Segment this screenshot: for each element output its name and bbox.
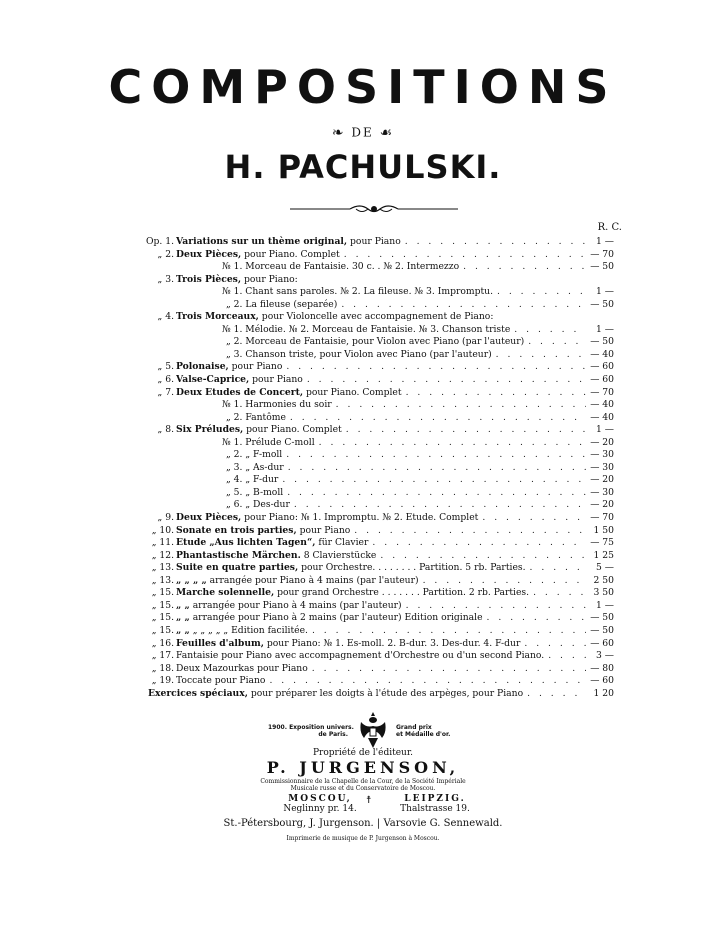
entry-description: arrangée pour Piano à 2 mains (par l'auteur) Edition originale: [189, 612, 483, 624]
catalog-entry: [0, 638, 726, 651]
dot-leader: [548, 650, 586, 663]
price: 2 50: [593, 574, 614, 586]
entry-title: [226, 499, 586, 512]
composer-name: H. PACHULSKI.: [224, 148, 502, 186]
entry-title: [176, 562, 586, 575]
branches-line: St.-Pétersbourg, J. Jurgenson. | Varsovie G. Sennewald.: [223, 818, 503, 829]
entry-bold-title: Exercices spéciaux,: [148, 687, 248, 699]
entry-description: pour Orchestre. . . . . . . . Partition. 5 rb. Parties.: [298, 562, 526, 574]
price: 1 —: [596, 599, 614, 611]
price: — 70: [590, 512, 614, 524]
opus-number: „ 12.: [151, 549, 174, 561]
entry-title: [176, 537, 586, 550]
opus-number: „ 15.: [151, 624, 174, 636]
entry-title: [176, 625, 586, 638]
entry-bold-title: Variations sur un thème original,: [176, 236, 348, 247]
leipzig-address: LEIPZIG. Thalstrasse 19.: [400, 794, 470, 814]
entry-title: [148, 688, 586, 701]
dot-leader: [380, 550, 586, 563]
catalog-entry: [0, 336, 726, 349]
entry-title: [176, 512, 586, 525]
catalog-entry: [0, 550, 726, 563]
dot-leader: [344, 249, 586, 262]
entry-bold-title: Polonaise,: [176, 361, 229, 373]
entry-bold-title: Deux Etudes de Concert,: [176, 386, 304, 398]
price: — 60: [590, 675, 614, 687]
entry-description: „ 3. Chanson triste, pour Violon avec Piano (par l'auteur): [226, 348, 492, 360]
catalog-entry: [0, 249, 726, 262]
catalog-entry: [0, 587, 726, 600]
entry-description: pour Piano: [249, 374, 303, 386]
catalog-entry: [0, 525, 726, 538]
opus-number: „ 8.: [157, 424, 174, 436]
entry-description: pour Piano: [296, 524, 351, 536]
catalog-entry: [0, 274, 726, 287]
entry-bold-title: „ „: [176, 599, 190, 611]
entry-description: № 1. Morceau de Fantaisie. 30 c. . № 2. Intermezzo: [222, 261, 460, 273]
entry-description: pour Piano: № 1. Impromptu. № 2. Etude. Complet: [241, 512, 479, 524]
dot-leader: [287, 487, 586, 500]
price: 1 25: [593, 549, 614, 561]
moscow-address: MOSCOU, Neglinny pr. 14.: [283, 794, 357, 814]
price: — 50: [590, 624, 614, 636]
entry-bold-title: Etude „Aus lichten Tagen“,: [176, 537, 316, 549]
catalog-entry: [0, 437, 726, 450]
dot-leader: [354, 525, 586, 538]
dot-leader: [286, 449, 586, 462]
entry-bold-title: Feuilles d'album,: [176, 637, 264, 649]
catalog-entry: [0, 499, 726, 512]
entry-title: [176, 600, 586, 613]
price: — 75: [590, 537, 614, 549]
entry-title: [222, 399, 586, 412]
entry-title: [226, 449, 586, 462]
entry-title: [226, 336, 586, 349]
dot-leader: [482, 512, 586, 525]
entry-description: pour Piano:: [241, 273, 298, 285]
dot-leader: [288, 462, 586, 475]
entry-description: pour Piano: [347, 236, 401, 247]
page-title: COMPOSITIONS: [108, 60, 618, 114]
entry-description: Deux Mazourkas pour Piano: [176, 662, 308, 674]
entry-description: „ 2. La fileuse (separée): [226, 298, 338, 310]
entry-description: pour Piano: № 1. Es-moll. 2. B-dur. 3. Des-dur. 4. F-dur: [263, 637, 521, 649]
dot-leader: [346, 424, 586, 437]
dot-leader: [533, 587, 586, 600]
opus-number: „ 5.: [157, 361, 174, 373]
entry-description: pour grand Orchestre . . . . . . . Partition. 2 rb. Parties.: [274, 587, 530, 599]
de-word: DE: [351, 125, 374, 140]
dot-leader: [514, 324, 586, 337]
opus-number: „ 18.: [151, 662, 174, 674]
entry-bold-title: „ „: [176, 624, 190, 636]
catalog-entry: [0, 324, 726, 337]
commission-line-1: Commissionnaire de la Chapelle de la Cour, de la Société Impériale: [260, 778, 466, 785]
dot-leader: [286, 361, 586, 374]
entry-title: [176, 424, 586, 437]
entry-description: „ 3. „ As-dur: [226, 461, 284, 473]
opus-number: „ 3.: [157, 273, 174, 285]
catalog-entry: [0, 675, 726, 688]
entry-description: Fantaisie pour Piano avec accompagnement d'Orchestre ou d'un second Piano.: [176, 650, 545, 662]
dot-leader: [463, 261, 586, 274]
ownership-note: Propriété de l'éditeur.: [312, 748, 414, 758]
price: 1 —: [596, 323, 614, 335]
catalog-entry: [0, 663, 726, 676]
entry-description: pour Piano. Complet: [303, 386, 402, 398]
price: — 60: [590, 361, 614, 373]
dot-leader: [487, 612, 586, 625]
opus-number: „ 19.: [151, 675, 174, 687]
entry-bold-title: Deux Pièces,: [176, 512, 242, 524]
price: 1 —: [596, 424, 614, 436]
entry-title: [176, 650, 586, 663]
catalog-entry: [0, 512, 726, 525]
dot-leader: [497, 286, 586, 299]
entry-description: „ 5. „ B-moll: [226, 486, 284, 498]
entry-description: № 1. Harmonies du soir: [222, 399, 332, 411]
catalog-entry: [0, 449, 726, 462]
price: — 30: [590, 461, 614, 473]
price: 5 —: [596, 562, 614, 574]
catalog-entry: [0, 600, 726, 613]
entry-title: [176, 675, 586, 688]
price: — 50: [590, 336, 614, 348]
catalog-entry: [0, 462, 726, 475]
entry-bold-title: Phantastische Märchen.: [176, 549, 301, 561]
dot-leader: [527, 688, 586, 701]
dot-leader: [269, 675, 586, 688]
entry-title: [176, 550, 586, 563]
entry-title: [176, 638, 586, 651]
entry-title: [176, 387, 586, 400]
entry-title: [222, 261, 586, 274]
opus-number: „ 13.: [151, 562, 174, 574]
entry-description: „ 6. „ Des-dur: [226, 499, 290, 511]
dot-leader: [423, 575, 586, 588]
entry-title: [222, 286, 586, 299]
entry-description: „ 2. „ F-moll: [226, 449, 283, 461]
dot-leader: [312, 625, 586, 638]
entry-title: [176, 663, 586, 676]
entry-description: arrangée pour Piano à 4 mains (par l'auteur): [206, 574, 419, 586]
catalog-entry: [0, 261, 726, 274]
entry-description: pour Violoncelle avec accompagnement de Piano:: [258, 311, 494, 323]
price: — 30: [590, 449, 614, 461]
entry-title: [226, 412, 586, 425]
price: — 40: [590, 399, 614, 411]
currency-header: R. C.: [597, 222, 622, 233]
dot-leader: [336, 399, 586, 412]
entry-title: [176, 249, 586, 262]
price: — 80: [590, 662, 614, 674]
opus-number: „ 7.: [157, 386, 174, 398]
catalog-list: [0, 236, 726, 700]
opus-number: Op. 1.: [145, 236, 174, 247]
entry-title: [222, 324, 586, 337]
entry-description: „ 2. Fantôme: [226, 411, 286, 423]
price: 1 —: [596, 236, 614, 247]
price: 3 —: [596, 650, 614, 662]
entry-title: [176, 575, 586, 588]
dot-leader: [406, 387, 586, 400]
opus-number: „ 15.: [151, 599, 174, 611]
catalog-entry: [0, 361, 726, 374]
catalog-entry: [0, 487, 726, 500]
entry-title: [226, 349, 586, 362]
dot-leader: [294, 499, 586, 512]
entry-bold-title: Valse-Caprice,: [176, 374, 250, 386]
price: — 40: [590, 348, 614, 360]
opus-number: „ 9.: [157, 512, 174, 524]
price: — 20: [590, 474, 614, 486]
entry-title: [176, 274, 586, 287]
dot-leader: [319, 437, 586, 450]
entry-bold-title: Trois Morceaux,: [176, 311, 259, 323]
entry-title: [176, 374, 586, 387]
opus-number: „ 10.: [151, 524, 174, 536]
catalog-entry: [0, 374, 726, 387]
catalog-entry: [0, 349, 726, 362]
entry-bold-title: Deux Pièces,: [176, 248, 242, 260]
dot-leader: [372, 537, 586, 550]
left-flourish-icon: ❧: [331, 125, 346, 141]
entry-title: [222, 437, 586, 450]
dot-leader: [405, 236, 586, 249]
entry-title: [226, 462, 586, 475]
price: — 30: [590, 486, 614, 498]
entry-bold-title: Suite en quatre parties,: [176, 562, 299, 574]
entry-description: № 1. Chant sans paroles. № 2. La fileuse. № 3. Impromptu.: [222, 286, 493, 298]
entry-bold-title: Six Préludes,: [176, 424, 244, 436]
price: 1 50: [593, 524, 614, 536]
price: 3 50: [593, 587, 614, 599]
price: — 70: [590, 386, 614, 398]
catalog-entry: [0, 399, 726, 412]
entry-title: [226, 474, 586, 487]
dot-leader: [496, 349, 586, 362]
entry-title: [226, 487, 586, 500]
dot-leader: [530, 562, 586, 575]
entry-description: pour préparer les doigts à l'étude des arpèges, pour Piano: [247, 687, 524, 699]
entry-description: „ 4. „ F-dur: [226, 474, 279, 486]
opus-number: „ 17.: [151, 650, 174, 662]
price: — 60: [590, 637, 614, 649]
entry-description: arrangée pour Piano à 4 mains (par l'auteur): [189, 599, 402, 611]
commission-line-2: Musicale russe et du Conservatoire de Moscou.: [290, 785, 436, 792]
dot-leader: [290, 412, 586, 425]
catalog-entry: [0, 537, 726, 550]
imperial-eagle-icon: [358, 710, 388, 750]
price: — 50: [590, 261, 614, 273]
entry-description: „ 2. Morceau de Fantaisie, pour Violon avec Piano (par l'auteur): [226, 336, 525, 348]
price: — 20: [590, 499, 614, 511]
opus-number: „ 11.: [151, 537, 174, 549]
dot-leader: [282, 474, 586, 487]
opus-number: „ 2.: [157, 248, 174, 260]
opus-number: „ 15.: [151, 587, 174, 599]
entry-title: [176, 311, 586, 324]
entry-description: pour Piano: [228, 361, 283, 373]
dot-leader: [307, 374, 586, 387]
entry-title: [176, 525, 586, 538]
entry-description: pour Piano. Complet: [241, 248, 340, 260]
opus-number: „ 16.: [151, 637, 174, 649]
dot-leader: [406, 600, 586, 613]
price: — 50: [590, 298, 614, 310]
entry-title: [176, 361, 586, 374]
price: 1 —: [596, 286, 614, 298]
catalog-entry: [0, 688, 726, 701]
catalog-entry: [0, 625, 726, 638]
award-note: Grand prix et Médaille d'or.: [396, 724, 451, 738]
opus-number: „ 6.: [157, 374, 174, 386]
de-line: [0, 125, 726, 141]
right-flourish-icon: ☙: [379, 125, 395, 141]
entry-bold-title: Marche solennelle,: [176, 587, 275, 599]
entry-description: № 1. Prélude C-moll: [222, 436, 315, 448]
entry-description: Toccate pour Piano: [176, 675, 266, 687]
catalog-entry: [0, 612, 726, 625]
exposition-note: 1900. Exposition univers. de Paris.: [268, 724, 354, 738]
opus-number: „ 15.: [151, 612, 174, 624]
catalog-entry: [0, 299, 726, 312]
price: — 70: [590, 248, 614, 260]
catalog-entry: [0, 575, 726, 588]
entry-description: 8 Clavierstücke: [300, 549, 377, 561]
ornamental-divider-icon: [290, 202, 458, 216]
catalog-entry: [0, 236, 726, 249]
catalog-entry: [0, 387, 726, 400]
catalog-entry: [0, 286, 726, 299]
catalog-entry: [0, 650, 726, 663]
entry-description: für Clavier: [315, 537, 369, 549]
dot-leader: [528, 336, 586, 349]
entry-bold-title: Trois Pièces,: [176, 273, 242, 285]
dot-leader: [312, 663, 586, 676]
price: — 20: [590, 436, 614, 448]
price: 1 20: [593, 687, 614, 699]
catalog-entry: [0, 424, 726, 437]
dot-leader: [341, 299, 586, 312]
entry-title: [176, 587, 586, 600]
entry-bold-title: „ „: [176, 612, 190, 624]
entry-title: [176, 612, 586, 625]
price: — 60: [590, 374, 614, 386]
entry-title: [176, 236, 586, 249]
printer-line: Imprimerie de musique de P. Jurgenson à Moscou.: [286, 835, 440, 842]
dot-leader: [524, 638, 586, 651]
cross-icon: ☨: [366, 795, 372, 806]
catalog-entry: [0, 474, 726, 487]
entry-description: pour Piano. Complet: [243, 424, 342, 436]
price: — 40: [590, 411, 614, 423]
entry-bold-title: „ „ „ „: [176, 574, 207, 586]
catalog-entry: [0, 562, 726, 575]
opus-number: „ 13.: [151, 574, 174, 586]
entry-bold-title: Sonate en trois parties,: [176, 524, 297, 536]
entry-description: „ „ „ „ „ Edition facilitée.: [189, 624, 308, 636]
opus-number: „ 4.: [157, 311, 174, 323]
publisher-name: P. JURGENSON,: [266, 758, 460, 777]
catalog-entry: [0, 412, 726, 425]
entry-description: № 1. Mélodie. № 2. Morceau de Fantaisie. № 3. Chanson triste: [222, 323, 511, 335]
entry-title: [226, 299, 586, 312]
price: — 50: [590, 612, 614, 624]
catalog-entry: [0, 311, 726, 324]
